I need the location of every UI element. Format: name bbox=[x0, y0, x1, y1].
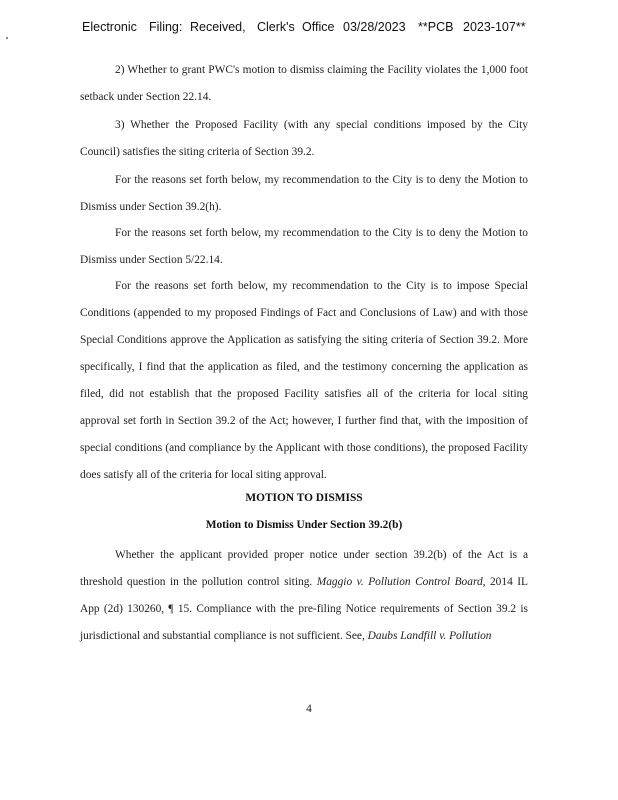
page-number: 4 bbox=[306, 703, 312, 715]
notice-text-start: Whether the applicant provided proper notice under section 39.2(b) of the Act is a threshold question in the pollution control siting. bbox=[80, 549, 528, 588]
section-heading-motion-to-dismiss: MOTION TO DISMISS bbox=[245, 492, 363, 504]
paragraph-notice-jurisdiction bbox=[80, 542, 528, 650]
header-pcb: **PCB bbox=[418, 20, 454, 34]
header-clerks: Clerk's bbox=[257, 20, 295, 34]
subsection-heading-39-2b: Motion to Dismiss Under Section 39.2(b) bbox=[205, 519, 403, 531]
header-filing: Filing: bbox=[149, 20, 183, 34]
case-citation-daubs: Daubs Landfill v. Pollution bbox=[367, 630, 492, 642]
notice-text-middle: , 2014 IL App (2d) 130260, ¶ 15. Compliance with the pre-filing Notice requirements of Section 39.2 is jurisdictional and substantial compliance is not sufficient. See, bbox=[80, 576, 529, 642]
paragraph-special-conditions: For the reasons set forth below, my recommendation to the City is to impose Special Conditions (appended to my proposed Findings of Fact and Conclusions of Law) and with those Special Conditions approve the Application as satisfying the siting criteria of Section 39.2. More specifically, I find that the application as filed, and the testimony concerning the application as filed, did not establish that the proposed Facility satisfies all of the criteria for local siting approval set forth in Section 39.2 of the Act; however, I further find that, with the imposition of special conditions (and compliance by the Applicant with those conditions), the proposed Facility does satisfy all of the criteria for local siting approval. bbox=[80, 280, 528, 481]
header-date: 03/28/2023 bbox=[343, 20, 406, 34]
header-electronic: Electronic bbox=[82, 20, 137, 34]
scan-artifact bbox=[6, 37, 8, 39]
paragraph-recommendation-22-14: For the reasons set forth below, my recommendation to the City is to deny the Motion to Dismiss under Section 5/22.14. bbox=[80, 227, 528, 266]
paragraph-issue-3: 3) Whether the Proposed Facility (with any special conditions imposed by the City Council) satisfies the siting criteria of Section 39.2. bbox=[80, 119, 528, 158]
header-docket: 2023-107** bbox=[463, 20, 526, 34]
case-citation-maggio: Maggio v. Pollution Control Board bbox=[316, 576, 483, 588]
paragraph-issue-2: 2) Whether to grant PWC's motion to dismiss claiming the Facility violates the 1,000 foot setback under Section 22.14. bbox=[80, 64, 528, 103]
header-received: Received, bbox=[190, 20, 246, 34]
paragraph-recommendation-39-2h: For the reasons set forth below, my recommendation to the City is to deny the Motion to Dismiss under Section 39.2(h). bbox=[80, 174, 528, 213]
header-office: Office bbox=[302, 20, 335, 34]
